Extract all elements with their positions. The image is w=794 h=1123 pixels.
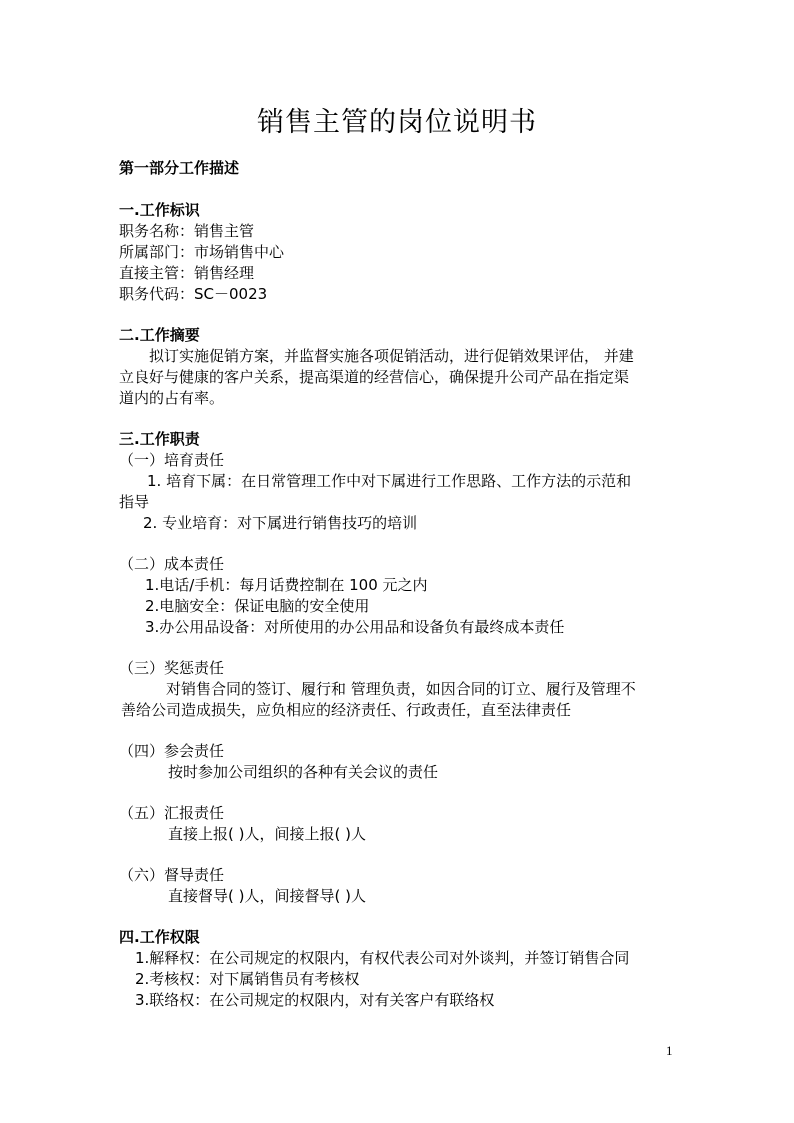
page-number: 1 xyxy=(666,1043,673,1058)
part1-heading: 第一部分工作描述 xyxy=(119,159,240,177)
job-title-line: 职务名称：销售主管 xyxy=(119,222,255,240)
section4-heading: 四.工作权限 xyxy=(119,928,200,946)
summary-line: 立良好与健康的客户关系，提高渠道的经营信心，确保提升公司产品在指定渠 xyxy=(119,368,630,386)
sub4-line: 按时参加公司组织的各种有关会议的责任 xyxy=(168,763,439,781)
document-title: 销售主管的岗位说明书 xyxy=(257,107,537,138)
department-line: 所属部门：市场销售中心 xyxy=(119,243,285,261)
sub2-line: 3.办公用品设备：对所使用的办公用品和设备负有最终成本责任 xyxy=(145,618,565,636)
sub4-heading: （四）参会责任 xyxy=(119,742,225,760)
sub1-line: 1. 培育下属：在日常管理工作中对下属进行工作思路、工作方法的示范和 xyxy=(147,472,632,490)
supervisor-line: 直接主管：销售经理 xyxy=(119,264,255,282)
summary-line: 拟订实施促销方案，并监督实施各项促销活动，进行促销效果评估， 并建 xyxy=(149,347,634,365)
summary-line: 道内的占有率。 xyxy=(119,389,225,407)
sub2-line: 1.电话/手机：每月话费控制在 100 元之内 xyxy=(145,576,428,594)
sub3-heading: （三）奖惩责任 xyxy=(119,659,225,677)
sub6-heading: （六）督导责任 xyxy=(119,866,225,884)
sub2-heading: （二）成本责任 xyxy=(119,555,225,573)
sub5-heading: （五）汇报责任 xyxy=(119,804,225,822)
section2-heading: 二.工作摘要 xyxy=(119,326,200,344)
authority-line: 1.解释权：在公司规定的权限内，有权代表公司对外谈判，并签订销售合同 xyxy=(135,949,630,967)
section1-heading: 一.工作标识 xyxy=(119,201,200,219)
sub6-line: 直接督导( )人，间接督导( )人 xyxy=(168,887,366,905)
authority-line: 2.考核权：对下属销售员有考核权 xyxy=(135,970,360,988)
sub5-line: 直接上报( )人，间接上报( )人 xyxy=(168,825,366,843)
job-code-line: 职务代码：SC－0023 xyxy=(119,285,268,303)
sub1-line: 2. 专业培育：对下属进行销售技巧的培训 xyxy=(143,514,418,532)
sub3-line: 善给公司造成损失，应负相应的经济责任、行政责任，直至法律责任 xyxy=(121,701,572,719)
sub3-line: 对销售合同的签订、履行和 管理负责，如因合同的订立、履行及管理不 xyxy=(166,680,636,698)
sub2-line: 2.电脑安全：保证电脑的安全使用 xyxy=(145,597,370,615)
sub1-heading: （一）培育责任 xyxy=(119,451,225,469)
authority-line: 3.联络权：在公司规定的权限内，对有关客户有联络权 xyxy=(135,991,495,1009)
section3-heading: 三.工作职责 xyxy=(119,430,200,448)
sub1-line: 指导 xyxy=(119,493,150,511)
